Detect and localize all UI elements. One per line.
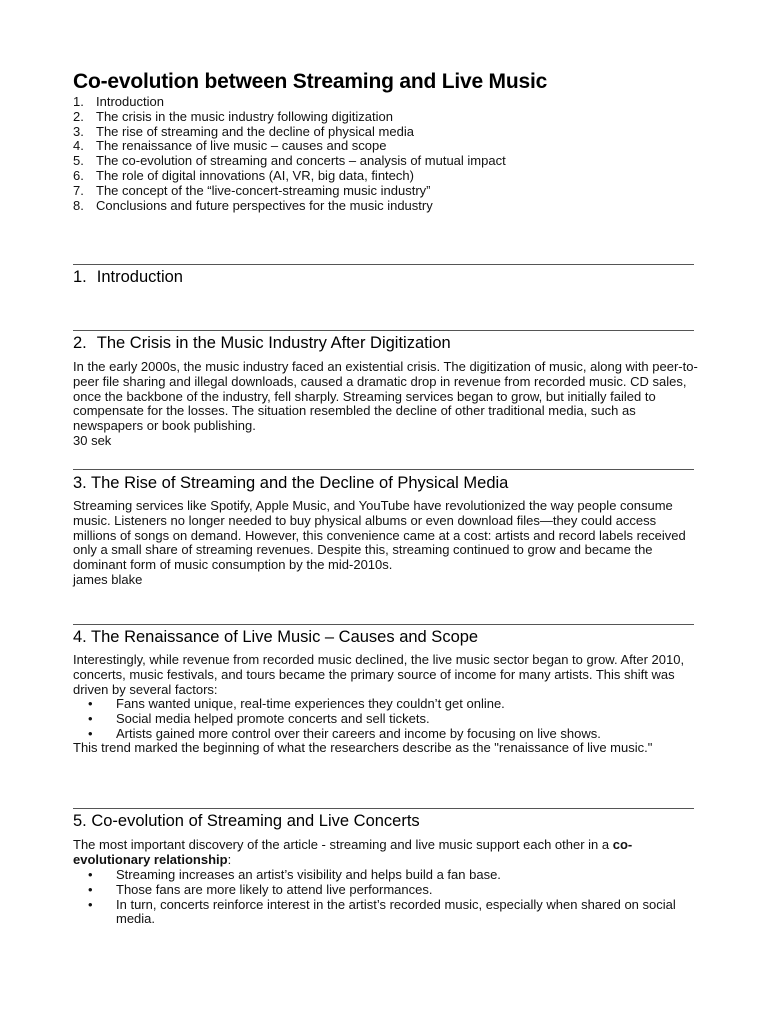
section-divider [73,264,694,265]
section-3-heading: 3. The Rise of Streaming and the Decline of Physical Media [73,474,509,492]
toc-item: 4. The renaissance of live music – causes and scope [73,138,387,154]
section-divider [73,624,694,625]
list-item: • Artists gained more control over their careers and income by focusing on live shows. [88,725,601,741]
section-4-body: Interestingly, while revenue from recorded music declined, the live music sector began to grow. After 2010, concerts, music festivals, and tours became the primary source of income for many artists. This shift was driven by several factors: [73,652,685,697]
toc-item: 2. The crisis in the music industry following digitization [73,108,393,124]
list-item: • Fans wanted unique, real-time experiences they couldn’t get online. [88,696,505,711]
document-title: Co-evolution between Streaming and Live Music [73,70,548,93]
list-item: • Social media helped promote concerts and sell tickets. [88,710,430,726]
toc-item: 8. Conclusions and future perspectives for the music industry [73,197,433,213]
section-divider [73,808,694,809]
table-of-contents [73,95,506,213]
section-4-heading: 4. The Renaissance of Live Music – Causes and Scope [73,628,479,646]
list-item: • Those fans are more likely to attend live performances. [88,881,433,897]
toc-item: 6. The role of digital innovations (AI, VR, big data, fintech) [73,167,414,183]
section-3-note: james blake [73,572,143,587]
section-4-closing: This trend marked the beginning of what the researchers describe as the "renaissance of live music." [73,740,653,755]
section-1-heading: 1. Introduction [73,268,183,286]
section-2-heading: 2. The Crisis in the Music Industry After Digitization [73,334,451,352]
section-2-note: 30 sek [73,433,112,448]
section-5-body: The most important discovery of the article - streaming and live music support each other in a co-evolutionary relationship: [73,837,633,867]
section-3-body: Streaming services like Spotify, Apple Music, and YouTube have revolutionized the way people consume music. Listeners no longer needed to buy physical albums or even download files—they could access millions of songs on demand. However, this convenience came at a cost: artists and record labels received only a small share of streaming revenues. Despite this, streaming continued to grow and became the dominant form of music consumption by the mid-2010s. [73,498,686,573]
toc-item: 7. The concept of the “live-concert-streaming music industry” [73,182,431,198]
section-4-bullets [88,697,698,741]
toc-item: 1. Introduction [73,94,164,109]
section-2-body: In the early 2000s, the music industry faced an existential crisis. The digitization of music, along with peer-to-peer file sharing and illegal downloads, caused a dramatic drop in revenue from recorded music. CD sales, once the backbone of the industry, fell sharply. Streaming services began to grow, but initially failed to compensate for the losses. The situation resembled the decline of other traditional media, such as newspapers or book publishing. [73,359,698,434]
section-divider [73,469,694,470]
section-5-bullets [88,868,698,927]
toc-item: 5. The co-evolution of streaming and concerts – analysis of mutual impact [73,153,506,169]
section-divider [73,330,694,331]
list-item: • In turn, concerts reinforce interest in the artist’s recorded music, especially when shared on social media. [88,896,676,927]
toc-item: 3. The rise of streaming and the decline of physical media [73,123,414,139]
list-item: • Streaming increases an artist’s visibility and helps build a fan base. [88,867,501,882]
section-5-heading: 5. Co-evolution of Streaming and Live Concerts [73,812,420,830]
